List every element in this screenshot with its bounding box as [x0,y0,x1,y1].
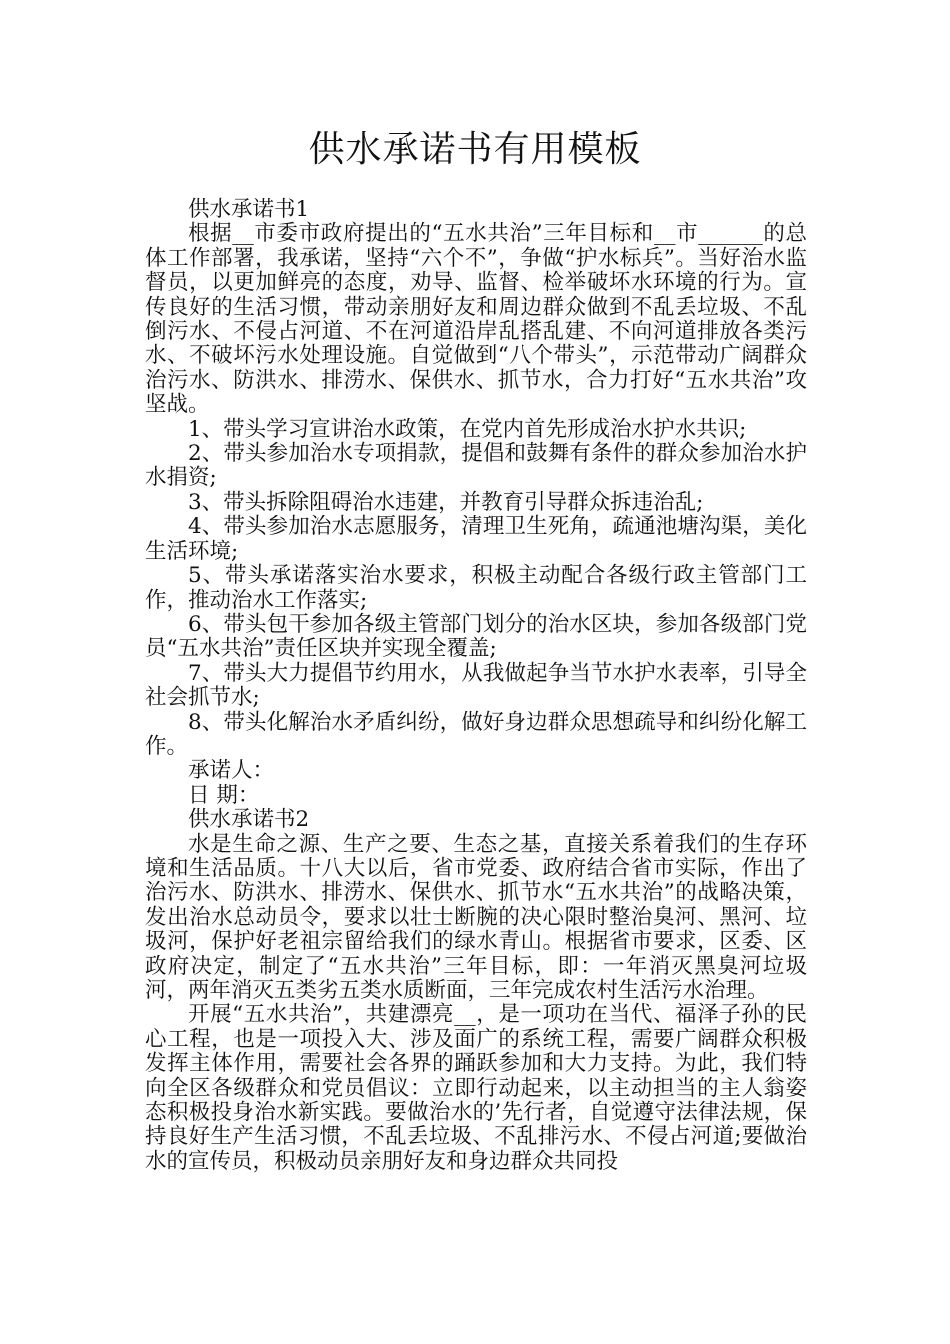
document-title: 供水承诺书有用模板 [308,129,642,170]
section-heading-2: 供水承诺书2 [188,807,310,833]
list-item-2: 2、带头参加治水专项捐款，提倡和鼓舞有条件的群众参加治水护水捐资; [145,441,807,491]
paragraph-initiative: 开展“五水共治”，共建漂亮__，是一项功在当代、福泽子孙的民心工程，也是一项投入大、涉及面广的系统工程，需要广阔群众积极发挥主体作用，需要社会各界的踊跃参加和大力支持。为此，我们特向全区各级群众和党员倡议：立即行动起来，以主动担当的主人翁姿态积极投身治水新实践。要做治水的’先行者，自觉遵守法律法规，保持良好生产生活习惯，不乱丢垃圾、不乱排污水、不侵占河道;要做治水的宣传员，积极动员亲朋好友和身边群众共同投 [145,1002,807,1174]
signer-label: 承诺人： [188,758,275,784]
section-heading-1: 供水承诺书1 [188,197,310,222]
date-label: 日 期： [188,782,260,808]
list-item-4: 4、带头参加治水志愿服务，清理卫生死角，疏通池塘沟渠，美化生活环境; [145,514,807,564]
list-item-3: 3、带头拆除阻碍治水违建，并教育引导群众拆违治乱; [188,489,704,515]
document-body [145,198,807,1174]
list-item-8: 8、带头化解治水矛盾纠纷，做好身边群众思想疏导和纠纷化解工作。 [145,709,807,759]
list-item-6: 6、带头包干参加各级主管部门划分的治水区块，参加各级部门党员“五水共治”责任区块并实现全覆盖; [145,611,807,662]
list-item-7: 7、带头大力提倡节约用水，从我做起争当节水护水表率，引导全社会抓节水; [145,660,807,711]
paragraph-background: 水是生命之源、生产之要、生态之基，直接关系着我们的生存环境和生活品质。十八大以后，省市党委、政府结合省市实际，作出了治污水、防洪水、排涝水、保供水、抓节水“五水共治”的战略决策，发出治水总动员令，要求以壮士断腕的决心限时整治臭河、黑河、垃圾河，保护好老祖宗留给我们的绿水青山。根据省市要求，区委、区政府决定，制定了“五水共治”三年目标，即：一年消灭黑臭河垃圾河，两年消灭五类劣五类水质断面，三年完成农村生活污水治理。 [145,831,807,1003]
list-item-5: 5、带头承诺落实治水要求，积极主动配合各级行政主管部门工作，推动治水工作落实; [145,563,807,613]
paragraph-intro: 根据__市委市政府提出的“五水共治”三年目标和__市______的总体工作部署，我承诺，坚持“六个不”，争做“护水标兵”。当好治水监督员，以更加鲜亮的态度，劝导、监督、检举破坏水环境的行为。宣传良好的生活习惯，带动亲朋好友和周边群众做到不乱丢垃圾、不乱倒污水、不侵占河道、不在河道沿岸乱搭乱建、不向河道排放各类污水、不破坏污水处理设施。自觉做到“八个带头”，示范带动广阔群众治污水、防洪水、排涝水、保供水、抓节水，合力打好“五水共治”攻坚战。 [145,221,808,418]
list-item-1: 1、带头学习宣讲治水政策，在党内首先形成治水护水共识; [188,416,747,442]
